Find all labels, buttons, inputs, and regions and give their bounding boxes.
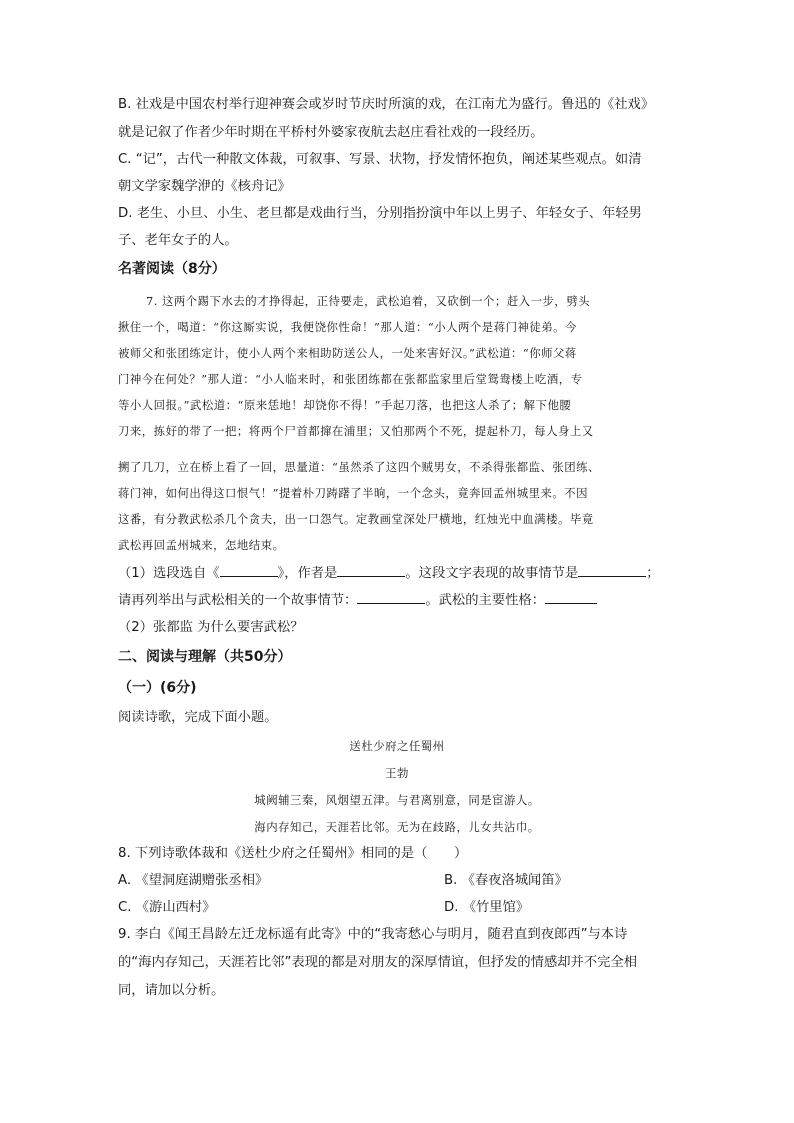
option-a[interactable]: A. 《望洞庭湖赠张丞相》 bbox=[118, 873, 269, 888]
famous-reading-heading: 名著阅读（8分） bbox=[118, 261, 226, 277]
question-2: （2）张都监 为什么要害武松？ bbox=[118, 620, 304, 635]
answer-blank-story[interactable] bbox=[357, 590, 425, 604]
passage-line: 门神今在何处？”那人道：“小人临来时，和张团练都在张都监家里后堂鸳鸯楼上吃酒，专 bbox=[118, 372, 583, 386]
q1-text: 》，作者是 bbox=[277, 566, 338, 581]
passage-line: 蒋门神，如何出得这口恨气！”提着朴刀踌躇了半晌，一个念头，竟奔回孟州城里来。不因 bbox=[118, 486, 589, 500]
passage-line: 揪住一个，喝道：“你这厮实说，我便饶你性命！”那人道：“小人两个是蒋门神徒弟。今 bbox=[118, 320, 577, 334]
passage-line: 被师父和张团练定计，使小人两个来相助防送公人，一处来害好汉。”武松道：“你师父蒋 bbox=[118, 346, 577, 360]
passage-line: 这番，有分教武松杀几个贪夫，出一口怨气。定教画堂深处尸横地，红烛光中血满楼。毕竟 bbox=[118, 512, 594, 526]
option-c[interactable]: C. 《游山西村》 bbox=[118, 900, 216, 915]
reading-instruction: 阅读诗歌，完成下面小题。 bbox=[118, 710, 278, 725]
answer-blank-book[interactable] bbox=[220, 563, 278, 577]
poem-author: 王勃 bbox=[385, 766, 409, 780]
section2-sub-heading: （一）(6分) bbox=[118, 680, 197, 696]
passage-line: 搠了几刀，立在桥上看了一回，思量道：“虽然杀了这四个贼男女，不杀得张都监、张团练、 bbox=[118, 460, 600, 474]
poem-title: 送杜少府之任蜀州 bbox=[349, 739, 445, 753]
passage-line: 刀来，拣好的带了一把；将两个尸首都撺在浦里；又怕那两个不死，提起朴刀，每人身上又 bbox=[118, 424, 594, 438]
option-b-line2: 就是记叙了作者少年时期在平桥村外婆家夜航去赵庄看社戏的一段经历。 bbox=[118, 125, 544, 140]
section2-heading: 二、阅读与理解（共50分） bbox=[118, 649, 292, 665]
poem-line: 海内存知己，天涯若比邻。无为在歧路，儿女共沾巾。 bbox=[254, 820, 540, 834]
passage-line: 武松再回孟州城来，怎地结束。 bbox=[118, 538, 285, 552]
passage-line: 等小人回报。”武松道：“原来恁地！却饶你不得！”手起刀落，也把这人杀了；解下他腰 bbox=[118, 398, 572, 412]
option-d-line1: D. 老生、小旦、小生、老旦都是戏曲行当，分别指扮演中年以上男子、年轻女子、年轻男 bbox=[118, 206, 642, 221]
option-b[interactable]: B. 《春夜洛城闻笛》 bbox=[444, 873, 568, 888]
q1-text: 。这段文字表现的故事情节是 bbox=[405, 566, 579, 581]
question-9-line2: 的“海内存知己，天涯若比邻”表现的都是对朋友的深厚情谊，但抒发的情感却并不完全相 bbox=[118, 955, 638, 970]
question-8: 8. 下列诗歌体裁和《送杜少府之任蜀州》相同的是（ ） bbox=[118, 846, 468, 861]
answer-blank-character[interactable] bbox=[545, 590, 597, 604]
question-1-line1 bbox=[118, 563, 660, 584]
q1-text: 。武松的主要性格： bbox=[425, 593, 546, 608]
option-b-line1: B. 社戏是中国农村举行迎神赛会或岁时节庆时所演的戏，在江南尤为盛行。鲁迅的《社戏》 bbox=[118, 97, 655, 112]
answer-blank-plot[interactable] bbox=[578, 563, 646, 577]
poem-line: 城阙辅三秦，风烟望五津。与君离别意，同是宦游人。 bbox=[254, 793, 540, 807]
question-9-line1: 9. 李白《闻王昌龄左迁龙标遥有此寄》中的“我寄愁心与明月，随君直到夜郎西”与本诗 bbox=[118, 927, 628, 942]
question-9-line3: 同，请加以分析。 bbox=[118, 983, 225, 998]
option-c-line2: 朝文学家魏学洢的《核舟记》 bbox=[118, 179, 291, 194]
passage-line: 7. 这两个踢下水去的才挣得起，正待要走，武松追着，又砍倒一个；赶入一步，劈头 bbox=[146, 294, 591, 308]
q1-text: （1）选段选自《 bbox=[118, 566, 220, 581]
question-1-line2 bbox=[118, 590, 597, 611]
q1-text: ； bbox=[646, 566, 660, 581]
option-c-line1: C. “记”，古代一种散文体裁，可叙事、写景、状物，抒发情怀抱负，阐述某些观点。如清 bbox=[118, 152, 642, 167]
option-d-line2: 子、老年女子的人。 bbox=[118, 233, 238, 248]
answer-blank-author[interactable] bbox=[337, 563, 405, 577]
q1-text: 请再列举出与武松相关的一个故事情节： bbox=[118, 593, 358, 608]
option-d[interactable]: D. 《竹里馆》 bbox=[444, 900, 530, 915]
